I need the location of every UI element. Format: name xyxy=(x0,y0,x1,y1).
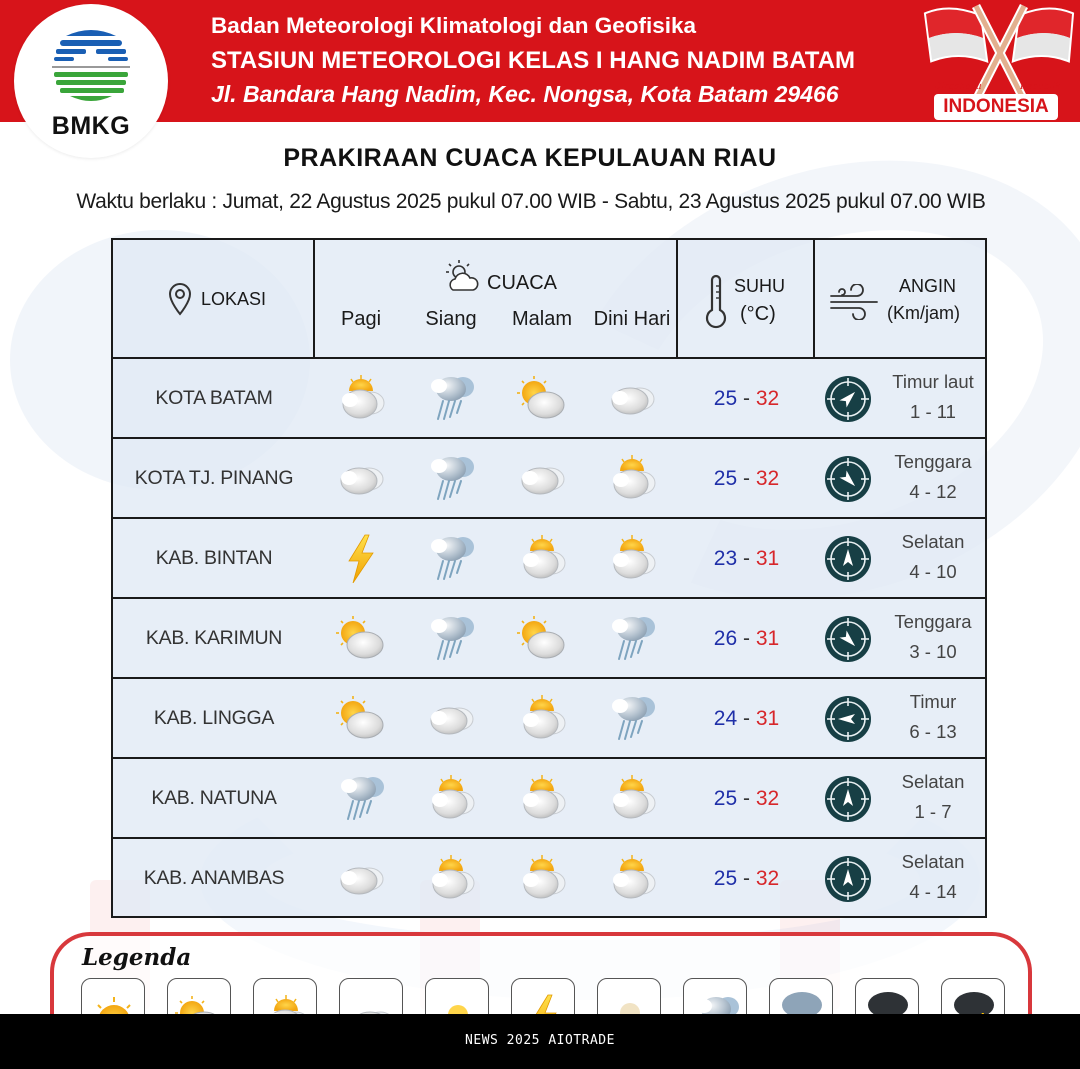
weather-berawan-sebagian-icon xyxy=(514,373,570,423)
temp-max: 31 xyxy=(755,707,780,730)
weather-cerah-berawan-icon xyxy=(423,773,479,823)
table-header xyxy=(113,240,985,359)
temperature-range: 23 - 31 xyxy=(713,547,780,570)
temp-min: 25 xyxy=(713,787,738,810)
wind-compass-icon xyxy=(824,855,872,903)
wind-speed: 6 - 13 xyxy=(909,721,957,742)
header-siang: Siang xyxy=(425,308,477,330)
location-name: KAB. ANAMBAS xyxy=(143,867,285,889)
header-angin-unit: (Km/jam) xyxy=(887,303,960,323)
weather-hujan-ringan-icon xyxy=(333,773,389,823)
column-divider xyxy=(813,359,815,916)
station-name: STASIUN METEOROLOGI KELAS I HANG NADIM BATAM xyxy=(211,47,855,74)
header-dini-hari: Dini Hari xyxy=(593,308,671,330)
wind-compass-icon xyxy=(824,455,872,503)
thermometer-icon xyxy=(704,274,728,330)
weather-hujan-ringan-icon xyxy=(423,453,479,503)
weather-hujan-ringan-icon xyxy=(604,693,660,743)
location-name: KOTA TJ. PINANG xyxy=(134,467,294,489)
wind-direction: Tenggara xyxy=(894,611,972,632)
temperature-range: 26 - 31 xyxy=(713,627,780,650)
temp-min: 26 xyxy=(713,627,738,650)
location-name: KOTA BATAM xyxy=(155,387,273,409)
dirgahayu-indonesia-badge xyxy=(920,2,1080,120)
header-angin xyxy=(815,240,985,359)
location-name: KAB. NATUNA xyxy=(151,787,277,809)
badge-main-text: INDONESIA xyxy=(934,94,1058,120)
header-lokasi xyxy=(113,240,315,359)
table-row xyxy=(113,439,985,519)
temp-max: 32 xyxy=(755,467,780,490)
weather-icon xyxy=(443,258,481,294)
location-pin-icon xyxy=(168,282,192,316)
temp-max: 31 xyxy=(755,547,780,570)
wind-compass-icon xyxy=(824,695,872,743)
location-name: KAB. LINGGA xyxy=(153,707,275,729)
table-row xyxy=(113,519,985,599)
wind-direction: Selatan xyxy=(901,771,965,792)
validity-period: Waktu berlaku : Jumat, 22 Agustus 2025 pukul 07.00 WIB - Sabtu, 23 Agustus 2025 pukul 07.00 WIB xyxy=(76,190,986,213)
weather-berawan-sebagian-icon xyxy=(333,613,389,663)
weather-cerah-berawan-icon xyxy=(333,373,389,423)
wind-direction: Timur laut xyxy=(892,371,974,392)
header-suhu-label: SUHU xyxy=(734,276,786,296)
temp-max: 32 xyxy=(755,387,780,410)
temp-max: 32 xyxy=(755,867,780,890)
legend-title: Legenda xyxy=(82,944,192,971)
wind-speed: 4 - 12 xyxy=(909,481,957,502)
weather-cerah-berawan-icon xyxy=(604,853,660,903)
wind-direction: Tenggara xyxy=(894,451,972,472)
weather-berawan-icon xyxy=(514,453,570,503)
wind-compass-icon xyxy=(824,375,872,423)
wind-speed: 3 - 10 xyxy=(909,641,957,662)
temp-min: 25 xyxy=(713,467,738,490)
weather-berawan-icon xyxy=(333,453,389,503)
weather-berawan-sebagian-icon xyxy=(333,693,389,743)
agency-name: Badan Meteorologi Klimatologi dan Geofisika xyxy=(211,13,697,38)
temp-min: 25 xyxy=(713,387,738,410)
temperature-range: 25 - 32 xyxy=(713,867,780,890)
table-row xyxy=(113,679,985,759)
location-name: KAB. BINTAN xyxy=(155,547,273,569)
weather-hujan-ringan-icon xyxy=(604,613,660,663)
header-cuaca-label: CUACA xyxy=(487,272,558,294)
wind-direction: Timur xyxy=(909,691,957,712)
badge-sub-left: Dirgahayu xyxy=(934,82,982,92)
table-row xyxy=(113,839,985,918)
table-row xyxy=(113,599,985,679)
wind-icon xyxy=(829,284,881,320)
weather-hujan-ringan-icon xyxy=(423,613,479,663)
table-body xyxy=(113,359,985,916)
weather-cerah-berawan-icon xyxy=(514,773,570,823)
temp-max: 32 xyxy=(755,787,780,810)
weather-berawan-icon xyxy=(333,853,389,903)
table-row xyxy=(113,759,985,839)
column-divider xyxy=(313,359,315,916)
station-address: Jl. Bandara Hang Nadim, Kec. Nongsa, Kota Batam 29466 xyxy=(211,81,839,107)
badge-sub-right: Republik xyxy=(1020,82,1061,92)
wind-speed: 1 - 11 xyxy=(910,401,956,422)
bmkg-logo xyxy=(14,4,168,158)
temperature-range: 25 - 32 xyxy=(713,387,780,410)
weather-cerah-berawan-icon xyxy=(514,533,570,583)
forecast-table xyxy=(111,238,987,918)
location-name: KAB. KARIMUN xyxy=(145,627,283,649)
wind-direction: Selatan xyxy=(901,531,965,552)
wind-speed: 4 - 14 xyxy=(909,881,957,902)
wind-speed: 1 - 7 xyxy=(914,801,952,822)
column-divider xyxy=(676,359,678,916)
temperature-range: 24 - 31 xyxy=(713,707,780,730)
temp-min: 25 xyxy=(713,867,738,890)
wind-compass-icon xyxy=(824,775,872,823)
weather-cerah-berawan-icon xyxy=(604,453,660,503)
header-pagi: Pagi xyxy=(340,308,382,330)
temperature-range: 25 - 32 xyxy=(713,467,780,490)
page-title: PRAKIRAAN CUACA KEPULAUAN RIAU xyxy=(283,144,777,172)
weather-cerah-berawan-icon xyxy=(514,693,570,743)
temp-min: 24 xyxy=(713,707,738,730)
weather-hujan-ringan-icon xyxy=(423,533,479,583)
header-lokasi-label: LOKASI xyxy=(201,289,267,309)
header-angin-label: ANGIN xyxy=(899,276,957,296)
bmkg-emblem-icon xyxy=(46,22,136,112)
weather-cerah-berawan-icon xyxy=(423,853,479,903)
footer-bar xyxy=(0,1014,1080,1069)
temp-min: 23 xyxy=(713,547,738,570)
weather-berawan-icon xyxy=(423,693,479,743)
header-malam: Malam xyxy=(511,308,573,330)
header-suhu xyxy=(678,240,815,359)
wind-direction: Selatan xyxy=(901,851,965,872)
wind-speed: 4 - 10 xyxy=(909,561,957,582)
weather-berawan-sebagian-icon xyxy=(514,613,570,663)
header-cuaca xyxy=(315,240,678,359)
weather-cerah-berawan-icon xyxy=(604,533,660,583)
weather-cerah-berawan-icon xyxy=(514,853,570,903)
weather-berawan-icon xyxy=(604,373,660,423)
logo-text: BMKG xyxy=(51,112,131,140)
table-row xyxy=(113,359,985,439)
wind-compass-icon xyxy=(824,615,872,663)
weather-petir-icon xyxy=(333,533,389,583)
temperature-range: 25 - 32 xyxy=(713,787,780,810)
footer-text: NEWS 2025 AIOTRADE xyxy=(465,1033,615,1048)
wind-compass-icon xyxy=(824,535,872,583)
temp-max: 31 xyxy=(755,627,780,650)
weather-cerah-berawan-icon xyxy=(604,773,660,823)
header-suhu-unit: (°C) xyxy=(740,303,776,325)
weather-hujan-ringan-icon xyxy=(423,373,479,423)
